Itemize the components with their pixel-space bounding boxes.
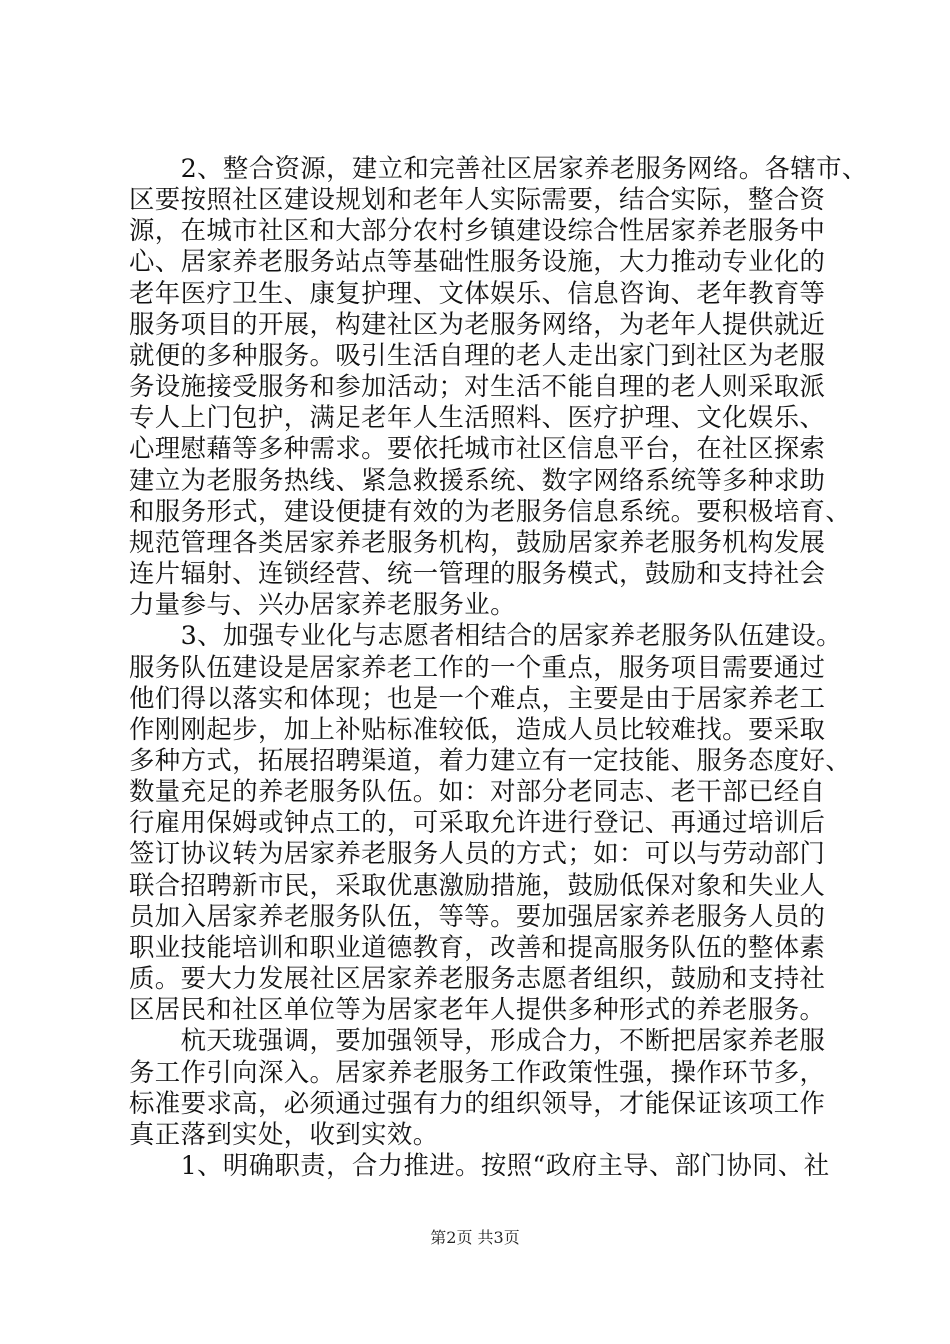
text-line: 他们得以落实和体现；也是一个难点，主要是由于居家养老工 — [129, 683, 826, 713]
text-line: 作刚刚起步，加上补贴标准较低，造成人员比较难找。要采取 — [129, 714, 826, 744]
text-line: 就便的多种服务。吸引生活自理的老人走出家门到社区为老服 — [129, 340, 826, 370]
text-line: 签订协议转为居家养老服务人员的方式；如：可以与劳动部门 — [129, 838, 826, 868]
text-line: 员加入居家养老服务队伍，等等。要加强居家养老服务人员的 — [129, 901, 826, 931]
text-line: 规范管理各类居家养老服务机构，鼓励居家养老服务机构发展 — [129, 527, 826, 557]
text-line: 真正落到实处，收到实效。 — [129, 1119, 439, 1149]
text-line: 杭天珑强调，要加强领导，形成合力，不断把居家养老服 — [129, 1025, 826, 1055]
text-line: 多种方式，拓展招聘渠道，着力建立有一定技能、服务态度好、 — [129, 745, 852, 775]
text-line: 连片辐射、连锁经营、统一管理的服务模式，鼓励和支持社会 — [129, 558, 826, 588]
text-line: 标准要求高，必须通过强有力的组织领导，才能保证该项工作 — [129, 1088, 826, 1118]
text-line: 质。要大力发展社区居家养老服务志愿者组织，鼓励和支持社 — [129, 963, 826, 993]
text-line: 务工作引向深入。居家养老服务工作政策性强，操作环节多， — [129, 1057, 826, 1087]
text-line: 1、明确职责，合力推进。按照“政府主导、部门协同、社 — [129, 1150, 830, 1180]
text-line: 行雇用保姆或钟点工的，可采取允许进行登记、再通过培训后 — [129, 807, 826, 837]
text-line: 源，在城市社区和大部分农村乡镇建设综合性居家养老服务中 — [129, 215, 826, 245]
text-line: 区要按照社区建设规划和老年人实际需要，结合实际，整合资 — [129, 184, 826, 214]
text-line: 和服务形式，建设便捷有效的为老服务信息系统。要积极培育、 — [129, 496, 852, 526]
text-line: 心理慰藉等多种需求。要依托城市社区信息平台，在社区探索 — [129, 433, 826, 463]
text-line: 2、整合资源，建立和完善社区居家养老服务网络。各辖市、 — [129, 153, 868, 183]
text-line: 心、居家养老服务站点等基础性服务设施，大力推动专业化的 — [129, 246, 826, 276]
text-line: 数量充足的养老服务队伍。如：对部分老同志、老干部已经自 — [129, 776, 826, 806]
text-line: 联合招聘新市民，采取优惠激励措施，鼓励低保对象和失业人 — [129, 870, 826, 900]
text-line: 服务项目的开展，构建社区为老服务网络，为老年人提供就近 — [129, 309, 826, 339]
text-line: 3、加强专业化与志愿者相结合的居家养老服务队伍建设。 — [129, 620, 842, 650]
text-line: 区居民和社区单位等为居家老年人提供多种形式的养老服务。 — [129, 994, 826, 1024]
text-line: 力量参与、兴办居家养老服务业。 — [129, 589, 516, 619]
text-line: 老年医疗卫生、康复护理、文体娱乐、信息咨询、老年教育等 — [129, 278, 826, 308]
text-line: 务设施接受服务和参加活动；对生活不能自理的老人则采取派 — [129, 371, 826, 401]
text-line: 专人上门包护，满足老年人生活照料、医疗护理、文化娱乐、 — [129, 402, 826, 432]
page-number-footer: 第2页 共3页 — [430, 1228, 520, 1247]
text-line: 建立为老服务热线、紧急救援系统、数字网络系统等多种求助 — [129, 465, 826, 495]
text-line: 职业技能培训和职业道德教育，改善和提高服务队伍的整体素 — [129, 932, 826, 962]
text-line: 服务队伍建设是居家养老工作的一个重点，服务项目需要通过 — [129, 652, 826, 682]
